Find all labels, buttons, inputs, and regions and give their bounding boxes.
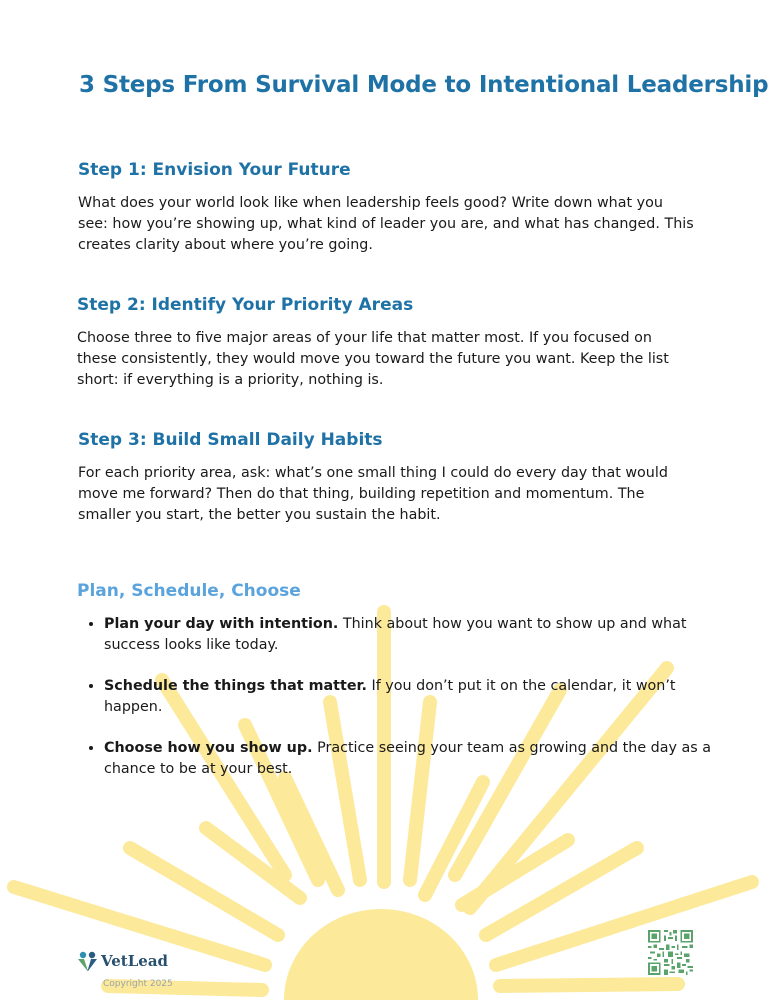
page-title: 3 Steps From Survival Mode to Intentional Leadership <box>79 72 769 98</box>
list-item <box>104 676 714 718</box>
list-item-text: Think about how you want to show up and what success looks like today. <box>104 616 687 653</box>
step-3-body: For each priority area, ask: what’s one small thing I could do every day that would move me forward? Then do that thing, building repetition and momentum. The smaller you start, the better you sustain the habit. <box>78 465 668 523</box>
step-2-body: Choose three to five major areas of your life that matter most. If you focused on these consistently, they would move you toward the future you want. Keep the list short: if everything is a priority, nothing is. <box>77 330 669 388</box>
step-1-body: What does your world look like when leadership feels good? Write down what you see: how you’re showing up, what kind of leader you are, and what has changed. This creates clarity about where you’re going. <box>78 195 694 253</box>
plan-heading: Plan, Schedule, Choose <box>77 581 301 601</box>
list-item-text: Practice seeing your team as growing and the day as a chance to be at your best. <box>104 740 712 777</box>
list-item-bold: Plan your day with intention. <box>104 616 339 632</box>
qr-code-icon <box>648 930 693 975</box>
logo-text: VetLead <box>101 952 169 970</box>
vetlead-logo-icon <box>77 950 99 972</box>
vetlead-logo <box>77 950 168 972</box>
plan-list <box>86 614 714 800</box>
copyright-text: Copyright 2025 <box>103 979 173 989</box>
step-1-heading: Step 1: Envision Your Future <box>78 160 351 180</box>
list-item <box>104 614 714 656</box>
step-2-heading: Step 2: Identify Your Priority Areas <box>77 295 414 315</box>
step-3-heading: Step 3: Build Small Daily Habits <box>78 430 383 450</box>
list-item-bold: Choose how you show up. <box>104 740 313 756</box>
list-item-bold: Schedule the things that matter. <box>104 678 367 694</box>
list-item-text: If you don’t put it on the calendar, it won’t happen. <box>104 678 676 715</box>
list-item <box>104 738 714 780</box>
